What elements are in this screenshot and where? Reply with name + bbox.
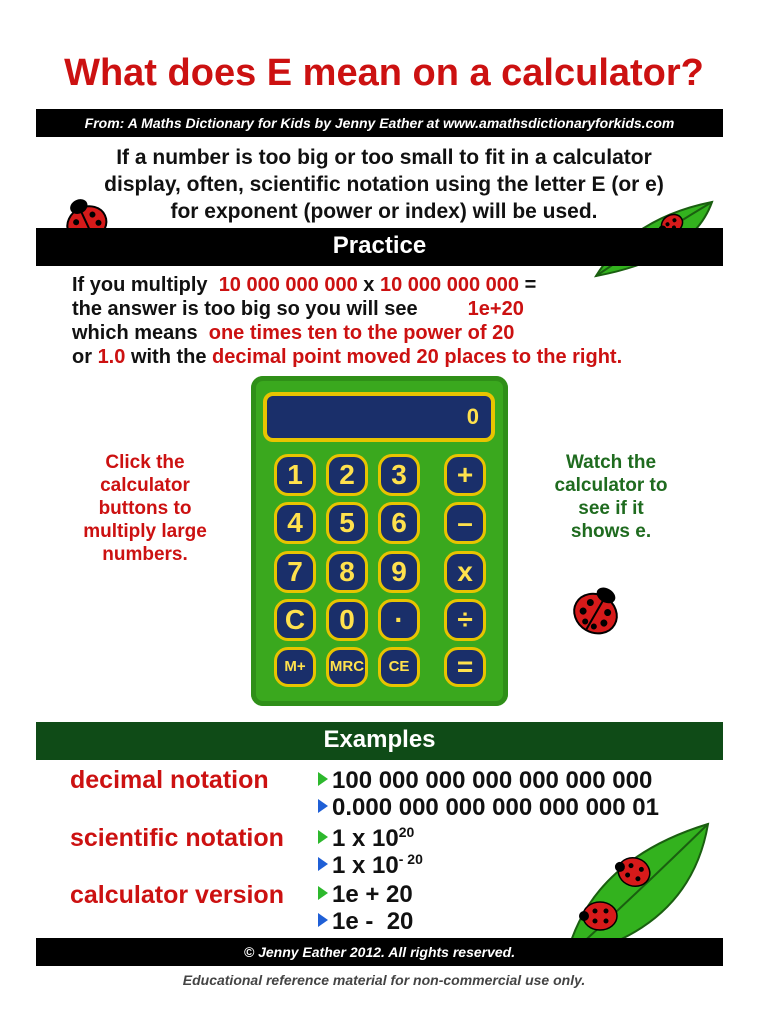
key-memory-plus[interactable]: M+ — [274, 647, 316, 687]
play-icon — [318, 772, 328, 786]
right-instruction: Watch the calculator to see if it shows e. — [554, 452, 668, 542]
key-1[interactable]: 1 — [274, 454, 316, 496]
play-icon — [318, 857, 328, 871]
intro-line-3: for exponent (power or index) will be used. — [170, 200, 598, 223]
key-multiply[interactable]: x — [444, 551, 486, 593]
key-4[interactable]: 4 — [274, 502, 316, 544]
key-7[interactable]: 7 — [274, 551, 316, 593]
key-plus[interactable]: + — [444, 454, 486, 496]
key-minus[interactable]: – — [444, 502, 486, 544]
key-clear[interactable]: C — [274, 599, 316, 641]
calculator-example-1: 1e + 20 — [318, 881, 413, 909]
key-2[interactable]: 2 — [326, 454, 368, 496]
play-icon — [318, 913, 328, 927]
play-icon — [318, 886, 328, 900]
disclaimer: Educational reference material for non-commercial use only. — [182, 972, 586, 988]
key-memory-recall[interactable]: MRC — [326, 647, 368, 687]
key-9[interactable]: 9 — [378, 551, 420, 593]
decimal-example-1: 100 000 000 000 000 000 000 — [318, 767, 652, 795]
practice-line-4: or 1.0 with the decimal point moved 20 places to the right. — [72, 346, 623, 368]
key-0[interactable]: 0 — [326, 599, 368, 641]
ladybug-icon — [562, 580, 632, 642]
copyright-bar: © Jenny Eather 2012. All rights reserved. — [36, 938, 723, 966]
key-8[interactable]: 8 — [326, 551, 368, 593]
key-divide[interactable]: ÷ — [444, 599, 486, 641]
page-title: What does E mean on a calculator? — [64, 52, 704, 94]
calculator-display: 0 — [263, 392, 495, 442]
source-bar: From: A Maths Dictionary for Kids by Jenny Eather at www.amathsdictionaryforkids.com — [36, 109, 723, 137]
key-3[interactable]: 3 — [378, 454, 420, 496]
intro-line-1: If a number is too big or too small to fit in a calculator — [116, 146, 652, 169]
intro-line-2: display, often, scientific notation using the letter E (or e) — [104, 173, 664, 196]
practice-line-3: which means one times ten to the power of 20 — [72, 322, 515, 344]
key-equals[interactable]: = — [444, 647, 486, 687]
decimal-example-2: 0.000 000 000 000 000 000 01 — [318, 794, 659, 822]
play-icon — [318, 799, 328, 813]
decimal-notation-label: decimal notation — [70, 766, 269, 794]
key-6[interactable]: 6 — [378, 502, 420, 544]
key-decimal[interactable]: · — [378, 599, 420, 641]
calculator-version-label: calculator version — [70, 881, 284, 909]
scientific-example-1: 1 x $10^{20}$ — [318, 824, 414, 853]
scientific-notation-label: scientific notation — [70, 824, 284, 852]
left-instruction: Click the calculator buttons to multiply large numbers. — [83, 452, 207, 565]
examples-heading: Examples — [36, 722, 723, 760]
key-5[interactable]: 5 — [326, 502, 368, 544]
practice-line-2: the answer is too big so you will see 1e+20 — [72, 298, 524, 320]
scientific-example-2: 1 x $10^{- 20}$ — [318, 851, 423, 880]
calculator-example-2: 1e - 20 — [318, 908, 413, 936]
key-clear-entry[interactable]: CE — [378, 647, 420, 687]
play-icon — [318, 830, 328, 844]
practice-line-1: If you multiply 10 000 000 000 x 10 000 000 000 = — [72, 274, 537, 296]
practice-heading: Practice — [36, 228, 723, 266]
